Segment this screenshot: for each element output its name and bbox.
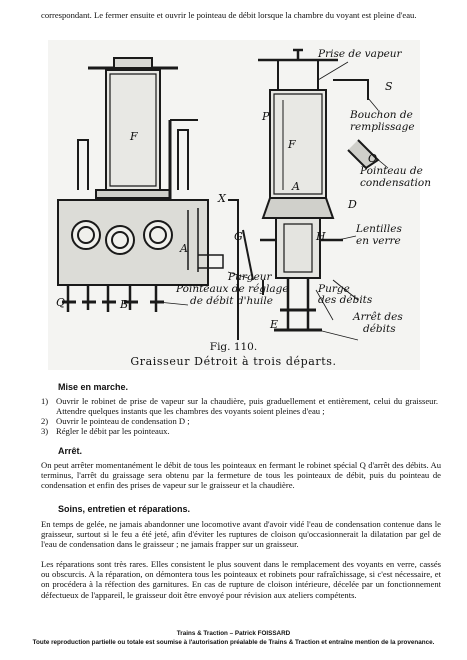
letter-f-right: F — [288, 138, 296, 151]
lubricator-drawing — [48, 40, 431, 370]
label-purge-2: des débits — [318, 294, 373, 306]
heading-arret: Arrêt. — [58, 446, 83, 456]
letter-a-left: A — [180, 242, 188, 255]
label-purgeur: Purgeur — [228, 271, 272, 283]
list-item-text: Régler le débit par les pointeaux. — [56, 426, 170, 436]
label-remplissage: remplissage — [350, 121, 415, 133]
label-arret-2: débits — [363, 323, 396, 335]
letter-a-right: A — [292, 180, 300, 193]
letter-h: H — [316, 230, 326, 243]
arret-paragraph: On peut arrêter momentanément le débit de tous les pointeaux en fermant le robinet spécial Q d'arrêt des débits. Au terminus, l'arrêt du graissage sera obtenu par la fermeture de tous les pointeaux de débit, puis du pointeau de condensation et enfin des prises de vapeur sur le graisseur et la chaudière. — [41, 460, 441, 491]
footer-credit: Trains & Traction – Patrick FOISSARD — [176, 630, 291, 637]
list-item-number: 2) — [41, 416, 49, 426]
soins-paragraph-1: En temps de gelée, ne jamais abandonner une locomotive avant d'avoir vidé l'eau de condensation contenue dans le graisseur, surtout si le feu a été jeté, afin d'éviter les ruptures de cloison qu'occasionnerait la dilatation par gel de l'eau de condensation dans le graisseur ; ne jamais frapper sur un graisseur. — [41, 519, 441, 550]
letter-b: B — [120, 298, 129, 311]
figure-caption: Graisseur Détroit à trois départs. — [130, 355, 337, 368]
label-pointeau-cond-2: condensation — [360, 177, 431, 189]
label-arret-1: Arrêt des — [353, 311, 403, 323]
letter-g: G — [234, 230, 243, 243]
footer-copyright: Toute reproduction partielle ou totale est soumise à l'autorisation préalable de Trains & Traction et entraîne mention de la provenance. — [32, 639, 435, 646]
list-item-number: 3) — [41, 426, 49, 436]
label-bouchon: Bouchon de — [350, 109, 413, 121]
list-item-text: Ouvrir le robinet de prise de vapeur sur la chaudière, puis graduellement et entièrement, celui du graisseur. Attendre quelques instants que les chambres des voyants soient pleines d'eau ; — [56, 396, 438, 417]
intro-paragraph: correspondant. Le fermer ensuite et ouvrir le pointeau de débit lorsque la chambre du voyant est pleine d'eau. — [41, 10, 417, 20]
list-item — [41, 396, 441, 417]
letter-e: E — [270, 318, 279, 331]
label-lentilles-2: en verre — [356, 235, 401, 247]
label-purge-1: Purge — [318, 283, 350, 295]
label-pointeaux-1: Pointeaux de réglage — [176, 283, 289, 295]
label-prise-vapeur: Prise de vapeur — [318, 48, 402, 60]
figure-illustration — [48, 40, 431, 370]
letter-x: X — [218, 192, 226, 205]
soins-paragraph-2: Les réparations sont très rares. Elles consistent le plus souvent dans le remplacement des voyants en verre, cassés ou obscurcis. A la réparation, on démontera tous les pointeaux et robinets pour rafraîchissage, si c'est nécessaire, et on procédera à la réfection des garnitures. En cas de rupture de cloison intérieure, décelée par un fonctionnement défectueux de l'appareil, le graisseur doit être envoyé pour révision aux ateliers compétents. — [41, 559, 441, 600]
heading-mise-en-marche: Mise en marche. — [58, 382, 129, 392]
figure-number: Fig. 110. — [209, 341, 258, 353]
letter-q: Q — [56, 296, 66, 309]
letter-p: P — [262, 110, 270, 123]
label-o: O — [368, 152, 378, 165]
heading-soins: Soins, entretien et réparations. — [58, 504, 191, 514]
label-pointeau-cond-1: Pointeau de — [360, 165, 423, 177]
label-lentilles-1: Lentilles — [356, 223, 402, 235]
list-item-text: Ouvrir le pointeau de condensation D ; — [56, 416, 190, 426]
label-pointeaux-2: de débit d'huile — [190, 295, 273, 307]
list-item-number: 1) — [41, 396, 49, 406]
label-s: S — [385, 80, 393, 93]
letter-f-left: F — [130, 130, 138, 143]
letter-d: D — [348, 198, 357, 211]
